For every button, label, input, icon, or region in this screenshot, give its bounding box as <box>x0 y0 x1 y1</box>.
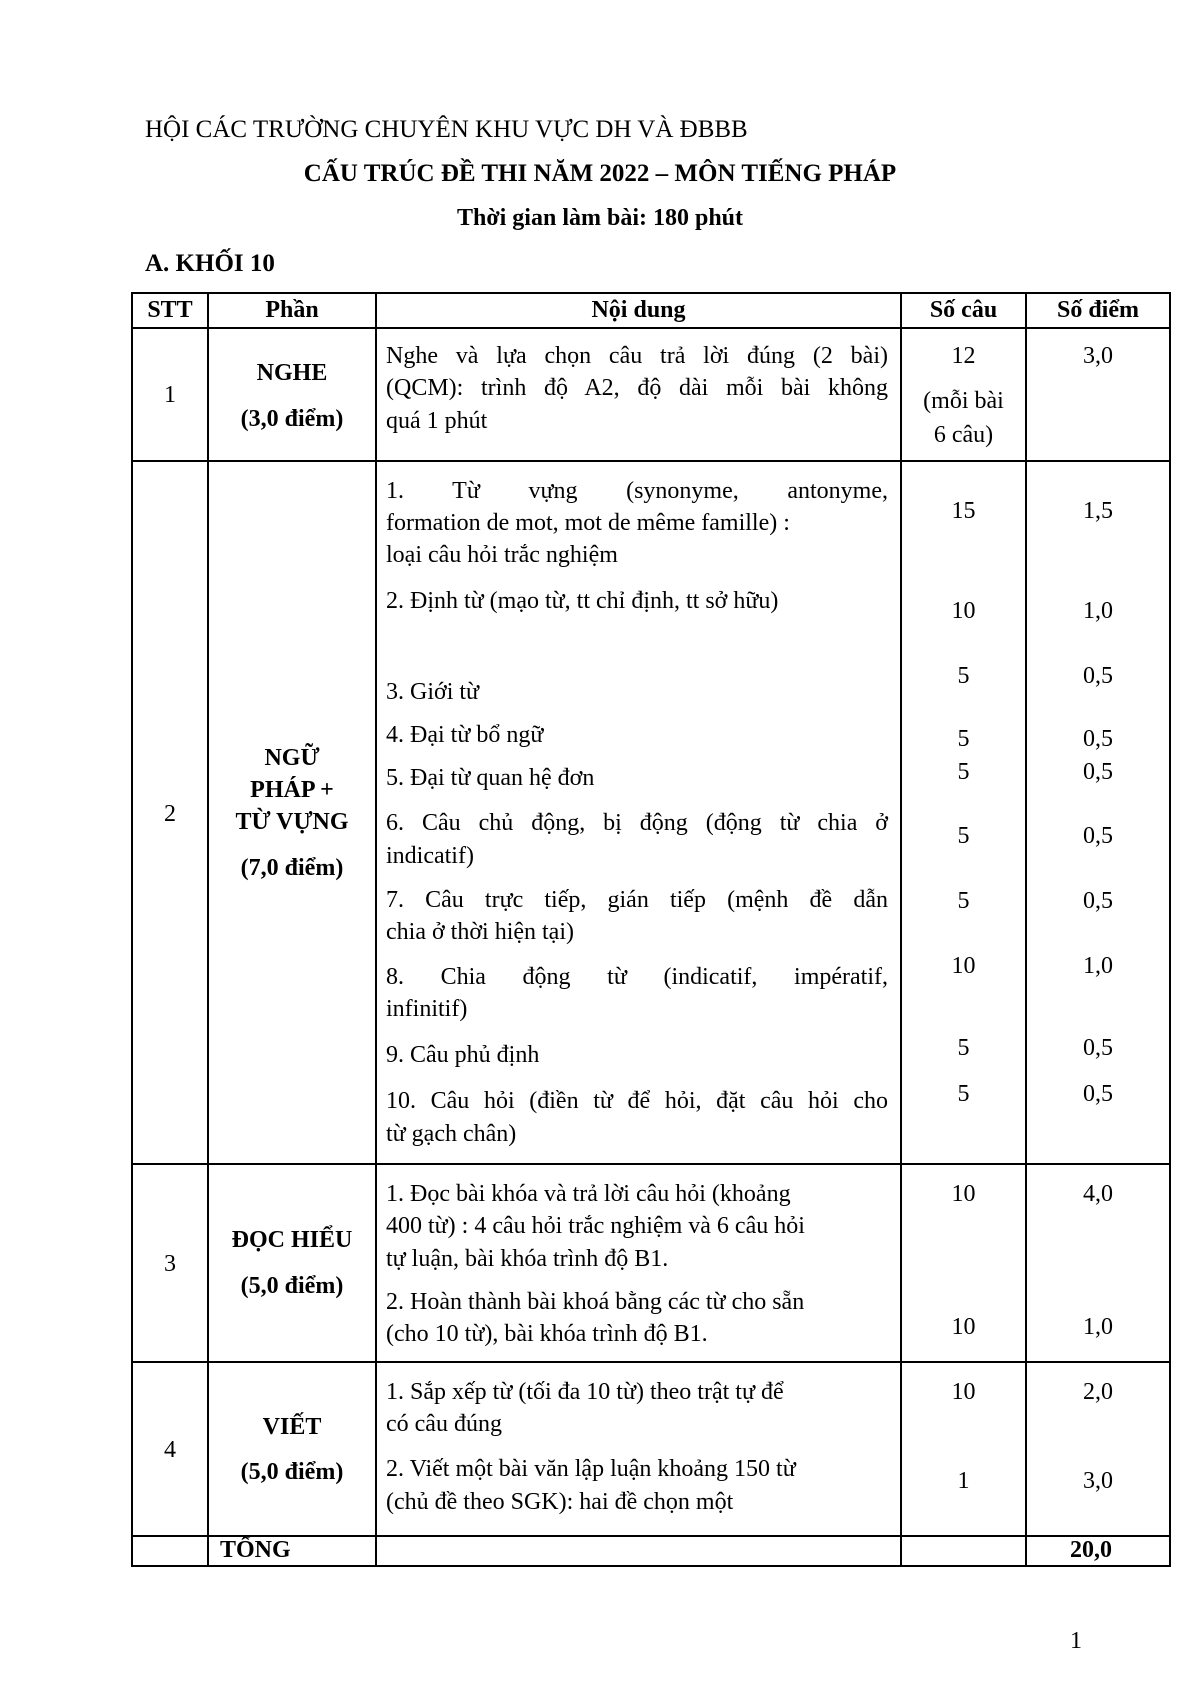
question-count: 10 <box>951 1314 976 1340</box>
content-line: 10. Câu hỏi (điền từ để hỏi, đặt câu hỏi cho <box>386 1088 888 1114</box>
organization-heading: HỘI CÁC TRƯỜNG CHUYÊN KHU VỰC DH VÀ ĐBBB <box>145 116 748 143</box>
part-name: TỪ VỰNG <box>235 809 349 835</box>
table-border <box>131 292 133 1567</box>
table-border <box>207 292 209 1567</box>
score: 0,5 <box>1083 726 1113 752</box>
content-line: indicatif) <box>386 843 474 869</box>
content-line: tự luận, bài khóa trình độ B1. <box>386 1246 669 1272</box>
content-line: Nghe và lựa chọn câu trả lời đúng (2 bài) <box>386 343 888 369</box>
part-points: (7,0 điểm) <box>240 855 344 881</box>
column-header-part: Phần <box>265 297 319 323</box>
table-border <box>131 460 1171 462</box>
content-line: 7. Câu trực tiếp, gián tiếp (mệnh đề dẫn <box>386 887 888 913</box>
score: 4,0 <box>1083 1181 1113 1207</box>
score: 3,0 <box>1083 1468 1113 1494</box>
score: 1,0 <box>1083 953 1113 979</box>
content-line: 6. Câu chủ động, bị động (động từ chia ở <box>386 810 888 836</box>
score: 1,0 <box>1083 1314 1113 1340</box>
total-label: TỔNG <box>220 1537 291 1563</box>
question-count: 15 <box>951 498 976 524</box>
column-header-count: Số câu <box>929 297 998 323</box>
content-line: 5. Đại từ quan hệ đơn <box>386 765 595 791</box>
content-line: 1. Từ vựng (synonyme, antonyme, <box>386 478 888 504</box>
content-line: formation de mot, mot de même famille) : <box>386 510 790 536</box>
content-line: 2. Viết một bài văn lập luận khoảng 150 từ <box>386 1456 796 1482</box>
score: 0,5 <box>1083 663 1113 689</box>
score: 0,5 <box>1083 1081 1113 1107</box>
question-count: 12 <box>951 343 976 369</box>
column-header-content: Nội dung <box>591 297 686 323</box>
part-name: NGHE <box>256 360 328 386</box>
exam-duration: Thời gian làm bài: 180 phút <box>456 205 744 231</box>
score: 1,0 <box>1083 598 1113 624</box>
question-count: 5 <box>957 663 970 689</box>
part-name: PHÁP + <box>250 777 334 803</box>
content-line: 4. Đại từ bổ ngữ <box>386 722 544 748</box>
question-count: 1 <box>957 1468 970 1494</box>
question-count: 5 <box>957 759 970 785</box>
table-border <box>131 1361 1171 1363</box>
table-border <box>1169 292 1171 1567</box>
content-line: loại câu hỏi trắc nghiệm <box>386 542 618 568</box>
content-line: (cho 10 từ), bài khóa trình độ B1. <box>386 1321 708 1347</box>
score: 2,0 <box>1083 1379 1113 1405</box>
page-number: 1 <box>1070 1628 1082 1654</box>
question-count: 10 <box>951 953 976 979</box>
content-line: (QCM): trình độ A2, độ dài mỗi bài không <box>386 375 888 401</box>
question-count: 5 <box>957 823 970 849</box>
score: 3,0 <box>1083 343 1113 369</box>
content-line: từ gạch chân) <box>386 1121 517 1147</box>
score: 0,5 <box>1083 823 1113 849</box>
content-line: 400 từ) : 4 câu hỏi trắc nghiệm và 6 câu hỏi <box>386 1213 805 1239</box>
row-stt: 4 <box>164 1437 176 1463</box>
row-stt: 3 <box>164 1251 176 1277</box>
row-stt: 2 <box>164 801 176 827</box>
score: 0,5 <box>1083 1035 1113 1061</box>
question-count-note: (mỗi bài <box>923 388 1004 414</box>
total-score: 20,0 <box>1070 1537 1112 1563</box>
document-title: CẤU TRÚC ĐỀ THI NĂM 2022 – MÔN TIẾNG PHÁP <box>303 160 897 187</box>
content-line: 8. Chia động từ (indicatif, impératif, <box>386 964 888 990</box>
question-count: 10 <box>951 1379 976 1405</box>
content-line: 3. Giới từ <box>386 679 480 705</box>
score: 1,5 <box>1083 498 1113 524</box>
content-line: 2. Hoàn thành bài khoá bằng các từ cho sẵn <box>386 1289 805 1315</box>
content-line: chia ở thời hiện tại) <box>386 919 574 945</box>
row-stt: 1 <box>164 382 176 408</box>
question-count: 10 <box>951 598 976 624</box>
score: 0,5 <box>1083 888 1113 914</box>
content-line: 1. Đọc bài khóa và trả lời câu hỏi (khoảng <box>386 1181 791 1207</box>
part-name: VIẾT <box>262 1414 322 1440</box>
score: 0,5 <box>1083 759 1113 785</box>
part-points: (3,0 điểm) <box>240 406 344 432</box>
part-name: ĐỌC HIỂU <box>231 1227 353 1253</box>
question-count: 5 <box>957 1035 970 1061</box>
question-count: 5 <box>957 1081 970 1107</box>
question-count-note: 6 câu) <box>933 422 994 448</box>
content-line: 2. Định từ (mạo từ, tt chỉ định, tt sở hữu) <box>386 588 779 614</box>
content-line: (chủ đề theo SGK): hai đề chọn một <box>386 1489 734 1515</box>
column-header-score: Số điểm <box>1056 297 1139 323</box>
part-points: (5,0 điểm) <box>240 1459 344 1485</box>
part-points: (5,0 điểm) <box>240 1273 344 1299</box>
content-line: infinitif) <box>386 996 468 1022</box>
content-line: 9. Câu phủ định <box>386 1042 540 1068</box>
table-border <box>131 1163 1171 1165</box>
question-count: 5 <box>957 726 970 752</box>
column-header-stt: STT <box>147 297 193 323</box>
table-border <box>131 327 1171 329</box>
question-count: 5 <box>957 888 970 914</box>
content-line: quá 1 phút <box>386 408 488 434</box>
part-name: NGỮ <box>264 745 320 771</box>
question-count: 10 <box>951 1181 976 1207</box>
table-border <box>375 292 377 1567</box>
section-heading: A. KHỐI 10 <box>145 250 275 277</box>
content-line: có câu đúng <box>386 1411 502 1437</box>
content-line: 1. Sắp xếp từ (tối đa 10 từ) theo trật tự để <box>386 1379 784 1405</box>
